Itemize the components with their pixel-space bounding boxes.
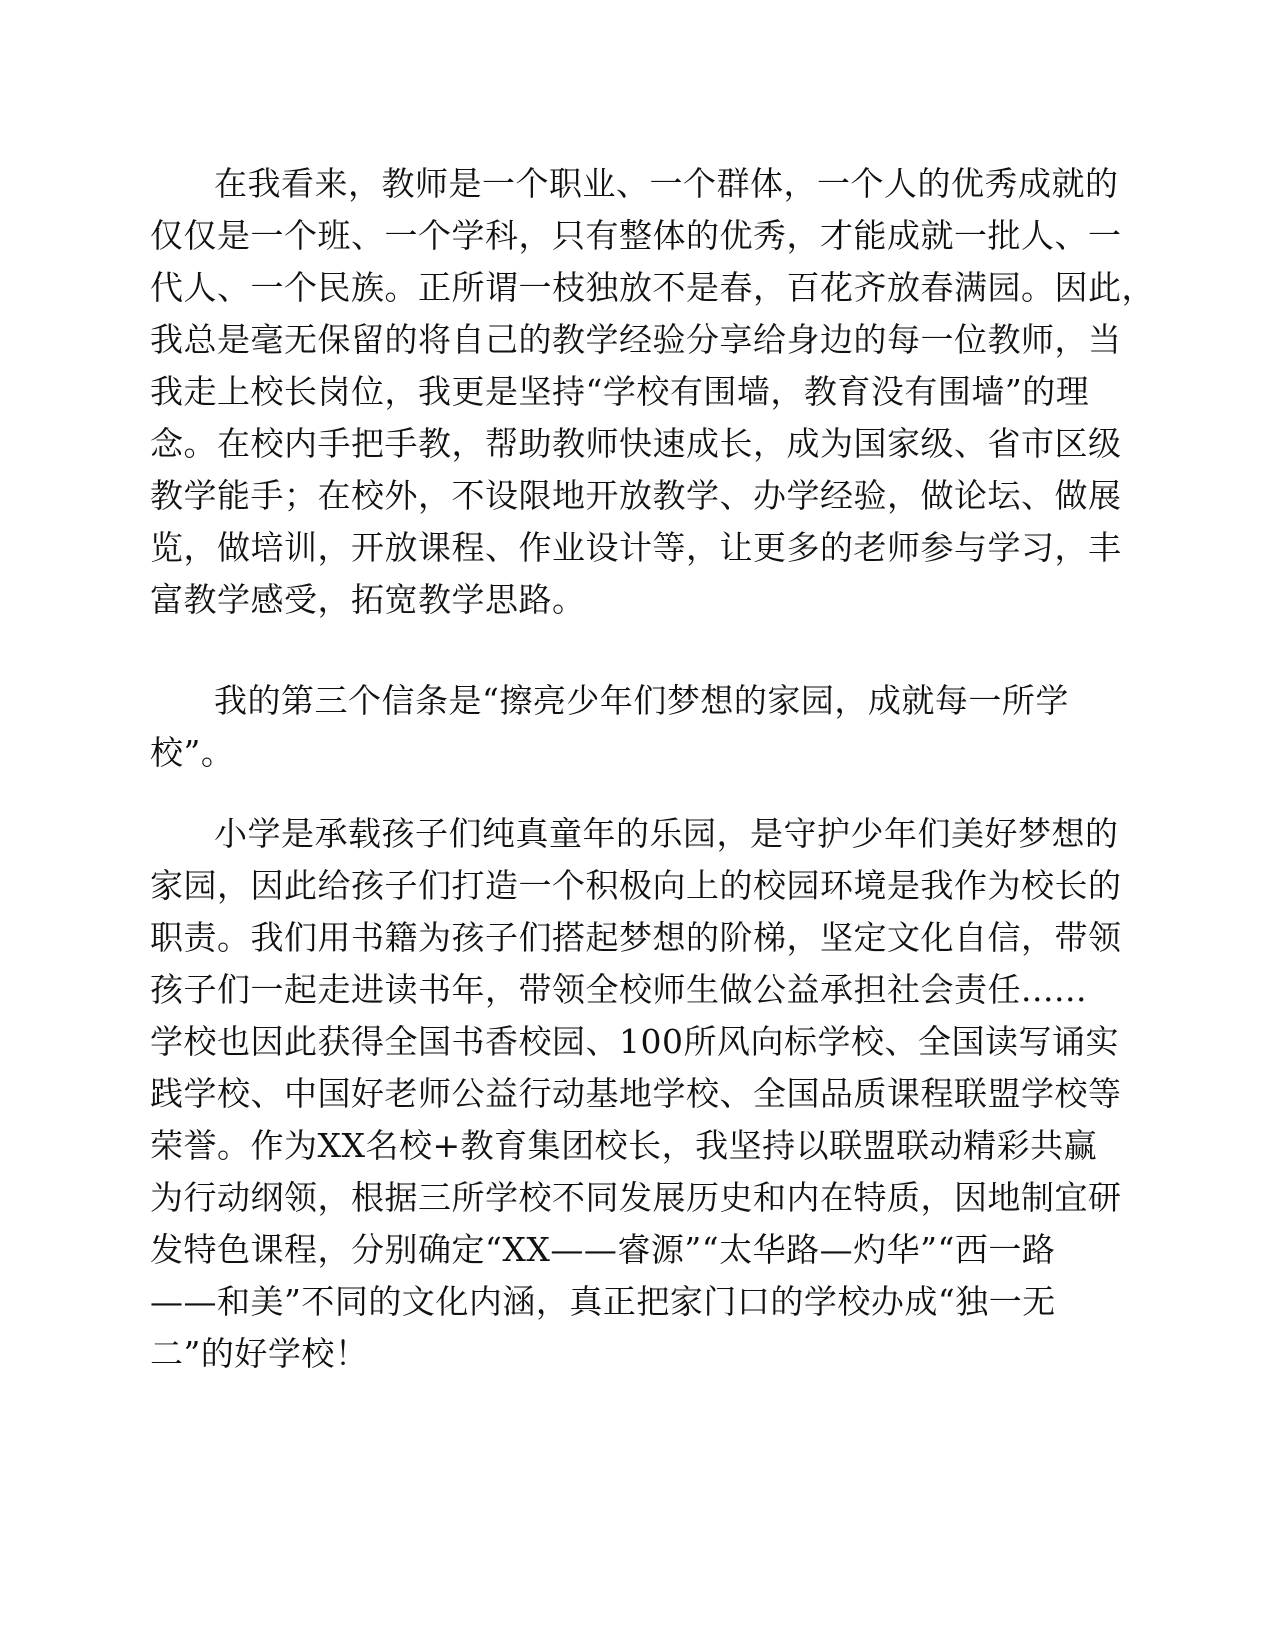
paragraph-line: 小学是承载孩子们纯真童年的乐园，是守护少年们美好梦想的 — [214, 814, 1119, 853]
paragraph-line: 二”的好学校！ — [150, 1334, 369, 1373]
paragraph-line: 仅仅是一个班、一个学科，只有整体的优秀，才能成就一批人、一 — [150, 216, 1122, 255]
paragraph-teacher-sharing — [150, 158, 1155, 626]
paragraph-line: 家园，因此给孩子们打造一个积极向上的校园环境是我作为校长的 — [150, 866, 1122, 905]
paragraph-line: 为行动纲领，根据三所学校不同发展历史和内在特质，因地制宜研 — [150, 1178, 1122, 1217]
paragraph-line: ——和美”不同的文化内涵，真正把家门口的学校办成“独一无 — [150, 1282, 1056, 1321]
paragraph-line: 践学校、中国好老师公益行动基地学校、全国品质课程联盟学校等 — [150, 1074, 1122, 1113]
paragraph-primary-school — [150, 808, 1130, 1380]
paragraph-line: 教学能手；在校外，不设限地开放教学、办学经验，做论坛、做展 — [150, 476, 1122, 515]
paragraph-line: 览，做培训，开放课程、作业设计等，让更多的老师参与学习，丰 — [150, 528, 1122, 567]
paragraph-line: 孩子们一起走进读书年，带领全校师生做公益承担社会责任...... — [150, 970, 1087, 1009]
paragraph-line: 职责。我们用书籍为孩子们搭起梦想的阶梯，坚定文化自信，带领 — [150, 918, 1122, 957]
paragraph-line: 学校也因此获得全国书香校园、100所风向标学校、全国读写诵实 — [150, 1022, 1119, 1061]
paragraph-line: 校”。 — [150, 733, 235, 772]
paragraph-line: 我总是毫无保留的将自己的教学经验分享给身边的每一位教师，当 — [150, 320, 1122, 359]
paragraph-line: 发特色课程，分别确定“XX——睿源”“太华路—灼华”“西一路 — [150, 1230, 1056, 1269]
paragraph-line: 念。在校内手把手教，帮助教师快速成长，成为国家级、省市区级 — [150, 424, 1122, 463]
paragraph-line: 代人、一个民族。正所谓一枝独放不是春，百花齐放春满园。因此， — [150, 268, 1155, 307]
paragraph-line: 富教学感受，拓宽教学思路。 — [150, 580, 586, 619]
paragraph-line: 我走上校长岗位，我更是坚持“学校有围墙，教育没有围墙”的理 — [150, 372, 1090, 411]
paragraph-third-creed — [150, 675, 1130, 779]
paragraph-line: 在我看来，教师是一个职业、一个群体，一个人的优秀成就的 — [214, 164, 1119, 203]
paragraph-line: 我的第三个信条是“擦亮少年们梦想的家园，成就每一所学 — [214, 681, 1069, 720]
paragraph-line: 荣誉。作为XX名校+教育集团校长，我坚持以联盟联动精彩共赢 — [150, 1126, 1098, 1165]
